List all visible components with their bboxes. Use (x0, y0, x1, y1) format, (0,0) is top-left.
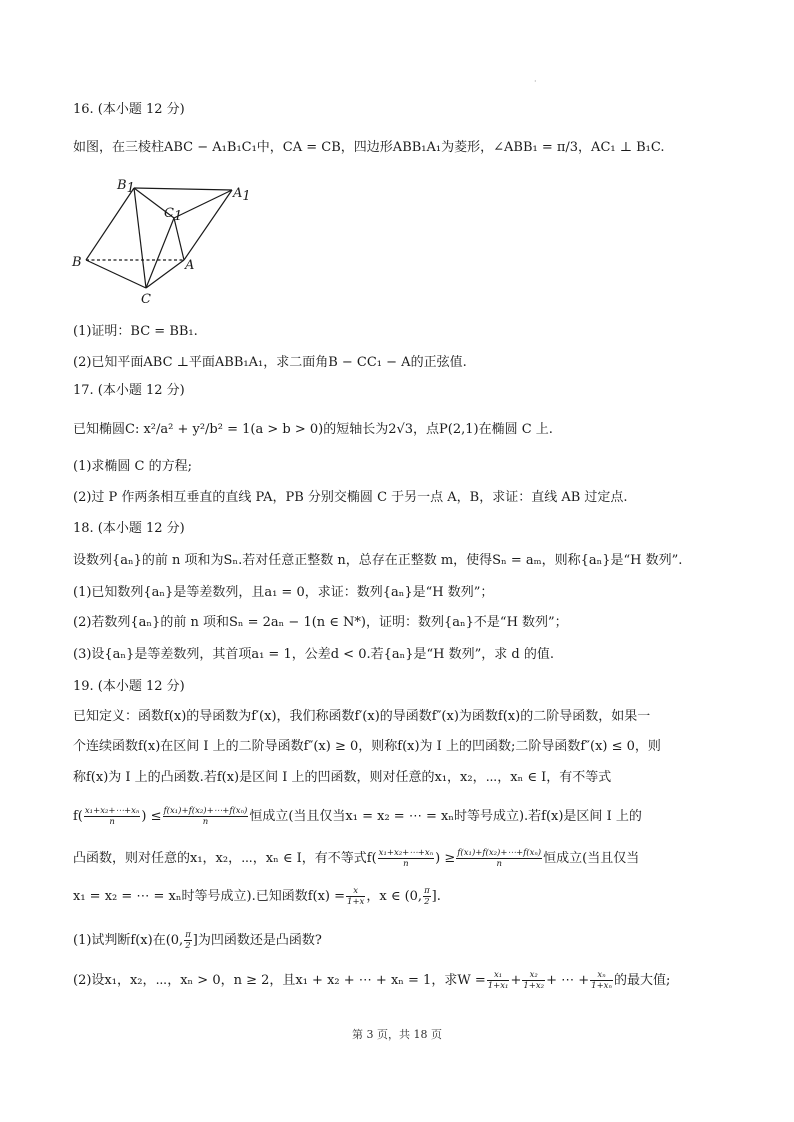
fraction-mean-x-2: $\frac{\text{x₁+x₂+⋯+xₙ}}{n}$ (378, 848, 434, 869)
edge-b1a1 (134, 188, 232, 190)
fraction-mean-fx: $\frac{\text{f(x₁)+f(x₂)+⋯+f(xₙ)}}{n}$ (163, 806, 248, 827)
q17-stem: 已知椭圆C: x²/a² + y²/b² = 1(a > b > 0)的短轴长为2√3，点P(2,1)在椭圆 C 上. (73, 422, 553, 437)
page-footer: 第 3 页，共 18 页 (352, 1028, 442, 1041)
q19-header: 19. (本小题 12 分) (73, 679, 185, 694)
label-a1: A1 (233, 186, 251, 204)
q19-line2: 个连续函数f(x)在区间 I 上的二阶导函数f″(x) ≥ 0，则称f(x)为 I 上的凹函数;二阶导函数f″(x) ≤ 0，则 (73, 739, 661, 754)
edge-a1a (184, 190, 232, 260)
edge-bc (86, 260, 146, 288)
fraction-w1: $\frac{\text{x₁}}{\text{1+x₁}}$ (487, 970, 509, 991)
q18-header: 18. (本小题 12 分) (73, 521, 185, 536)
q19-line1: 已知定义：函数f(x)的导函数为f′(x)，我们称函数f′(x)的导函数f″(x)为函数f(x)的二阶导函数，如果一 (73, 709, 651, 724)
q19-line5: 凸函数，则对任意的x₁，x₂，⋯，xₙ ∈ I，有不等式f( $\frac{\text{x₁+x₂+⋯+xₙ}}{n}$ ) ≥ $\frac{\text{f(x₁)+f(x₂)+⋯+f(xₙ)}}{n}$ 恒成立(当且仅当 (73, 848, 640, 869)
q16-part2: (2)已知平面ABC ⊥平面ABB₁A₁，求二面角B − CC₁ − A的正弦值. (73, 355, 467, 370)
q16-stem: 如图，在三棱柱ABC − A₁B₁C₁中，CA = CB，四边形ABB₁A₁为菱形，∠ABB₁ = π/3，AC₁ ⊥ B₁C. (73, 140, 665, 155)
q19-part1: (1)试判断f(x)在(0, $\frac{\pi}{2}$ ]为凹函数还是凸函数? (73, 930, 322, 951)
q17-part1: (1)求椭圆 C 的方程; (73, 459, 193, 474)
q17-header: 17. (本小题 12 分) (73, 383, 185, 398)
edge-a1c1 (174, 190, 232, 218)
label-b: B (72, 255, 82, 270)
label-b1: B1 (117, 178, 135, 196)
edge-c1a (174, 218, 184, 260)
q16-part1: (1)证明：BC = BB₁. (73, 324, 198, 339)
q16-header: 16. (本小题 12 分) (73, 102, 185, 117)
fraction-mean-fx-2: $\frac{\text{f(x₁)+f(x₂)+⋯+f(xₙ)}}{n}$ (457, 848, 542, 869)
fraction-wn: $\frac{\text{xₙ}}{\text{1+xₙ}}$ (591, 970, 612, 991)
q19-line6: x₁ = x₂ = ⋯ = xₙ时等号成立).已知函数f(x) = $\frac{x}{1+x}$ ，x ∈ (0, $\frac{\pi}{2}$ ]. (73, 886, 441, 907)
prism-figure (70, 173, 260, 308)
fraction-w2: $\frac{\text{x₂}}{\text{1+x₂}}$ (523, 970, 545, 991)
label-c: C (141, 292, 151, 307)
q17-part2: (2)过 P 作两条相互垂直的直线 PA，PB 分别交椭圆 C 于另一点 A，B，求证：直线 AB 过定点. (73, 490, 628, 505)
q18-stem: 设数列{aₙ}的前 n 项和为Sₙ.若对任意正整数 n，总存在正整数 m，使得Sₙ = aₘ，则称{aₙ}是“H 数列”. (73, 553, 683, 568)
q18-part3: (3)设{aₙ}是等差数列，其首项a₁ = 1，公差d < 0.若{aₙ}是“H 数列”，求 d 的值. (73, 647, 555, 662)
q18-part2: (2)若数列{aₙ}的前 n 项和Sₙ = 2aₙ − 1(n ∈ N*)，证明：数列{aₙ}不是“H 数列”； (73, 615, 568, 630)
fraction-mean-x: $\frac{\text{x₁+x₂+⋯+xₙ}}{n}$ (84, 806, 140, 827)
fraction-f-def: $\frac{x}{1+x}$ (347, 886, 365, 907)
scan-dot: · (534, 77, 537, 86)
q19-line4: f( $\frac{\text{x₁+x₂+⋯+xₙ}}{n}$ ) ≤ $\frac{\text{f(x₁)+f(x₂)+⋯+f(xₙ)}}{n}$ 恒成立(当且仅当x₁ = x₂ = ⋯ = xₙ时等号成立).若f(x)是区间 I 上的 (73, 806, 642, 827)
q18-part1: (1)已知数列{aₙ}是等差数列，且a₁ = 0，求证：数列{aₙ}是“H 数列”； (73, 585, 494, 600)
fraction-pi-half: $\frac{\pi}{2}$ (424, 886, 430, 907)
label-a: A (185, 258, 195, 273)
edge-b1b (86, 188, 134, 260)
q19-line3: 称f(x)为 I 上的凸函数.若f(x)是区间 I 上的凹函数，则对任意的x₁，x₂，⋯，xₙ ∈ I，有不等式 (73, 770, 612, 785)
label-c1: C1 (164, 206, 183, 224)
q19-part2: (2)设x₁，x₂，⋯，xₙ > 0，n ≥ 2，且x₁ + x₂ + ⋯ + xₙ = 1，求W = $\frac{\text{x₁}}{\text{1+x₁}}$ + $\frac{\text{x₂}}{\text{1+x₂}}$ + ⋯ + $\frac{\text{xₙ}}{\text{1+xₙ}}$ 的最大值; (73, 970, 671, 991)
fraction-pi-half-2: $\frac{\pi}{2}$ (185, 930, 191, 951)
edge-b1c (134, 188, 146, 288)
